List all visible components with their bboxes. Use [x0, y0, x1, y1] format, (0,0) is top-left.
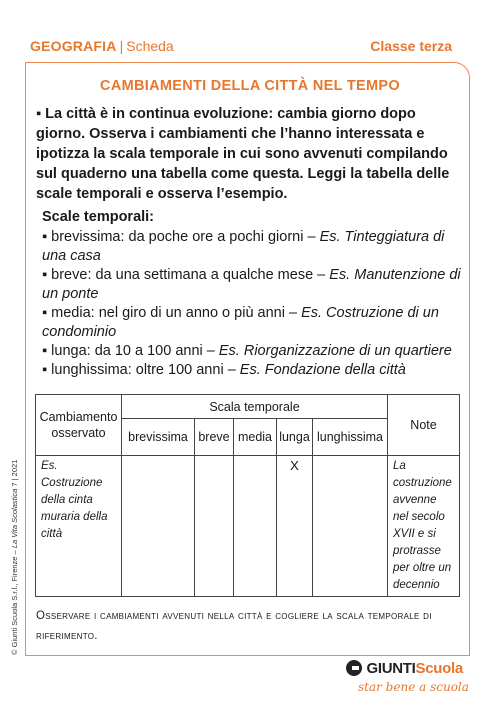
subject-label: GEOGRAFIA	[30, 38, 117, 54]
section-label: Scheda	[126, 38, 174, 54]
scale-definition: ▪ breve: da una settimana a qualche mese –	[42, 267, 330, 283]
intro-paragraph: ▪ La città è in continua evoluzione: cambia giorno dopo giorno. Osserva i cambiamenti che l’hanno interessata e ipotizza la scala temporale in cui sono avvenuti compilando sul quaderno una tabella come questa. Leggi la tabella delle scale temporali e osserva l’esempio.	[36, 106, 450, 202]
column-header-change: Cambiamento osservato	[36, 395, 122, 456]
column-header-scale: Scala temporale	[122, 395, 388, 419]
logo-word-giunti: GIUNTI	[366, 660, 416, 677]
worksheet-title: CAMBIAMENTI DELLA CITTÀ NEL TEMPO	[100, 78, 400, 94]
list-item	[42, 342, 462, 361]
scales-list	[42, 228, 462, 380]
objective-note: Osservare i cambiamenti avvenuti nella città e cogliere la scala temporale di riferimento.	[36, 610, 432, 642]
header-separator: |	[119, 38, 124, 54]
grade-label: Classe terza	[370, 38, 452, 54]
subheader-brevissima: brevissima	[122, 419, 195, 456]
subheader-lunga: lunga	[277, 419, 313, 456]
cell-change: Es. Costruzione della cinta muraria della città	[36, 456, 122, 597]
scales-heading: Scale temporali:	[42, 209, 155, 225]
scale-definition: ▪ lunga: da 10 a 100 anni –	[42, 343, 219, 359]
list-item	[42, 304, 462, 342]
header-breadcrumb	[30, 38, 174, 54]
cell-mark: X	[277, 456, 313, 597]
scale-definition: ▪ brevissima: da poche ore a pochi giorni –	[42, 229, 320, 245]
subheader-breve: breve	[195, 419, 234, 456]
subheader-lunghissima: lunghissima	[313, 419, 388, 456]
copyright-credit	[10, 460, 19, 655]
cell-note: La costruzione avvenne nel secolo XVII e si protrasse per oltre un decennio	[388, 456, 460, 597]
table-row	[36, 456, 460, 597]
credit-magazine: La Vita Scolastica	[10, 488, 19, 549]
scale-example: Es. Costruzione di un condominio	[42, 305, 439, 340]
credit-issue: 7 | 2021	[10, 459, 19, 489]
scale-table	[35, 394, 460, 597]
cell-mark	[313, 456, 388, 597]
credit-text: © Giunti Scuola S.r.l., Firenze –	[10, 548, 19, 655]
subheader-media: media	[234, 419, 277, 456]
scale-example: Es. Riorganizzazione di un quartiere	[218, 343, 452, 359]
cell-mark	[122, 456, 195, 597]
scale-example: Es. Tinteggiatura di una casa	[42, 229, 445, 264]
giunti-logo-icon	[346, 660, 362, 676]
publisher-logo	[346, 660, 463, 678]
scale-definition: ▪ lunghissima: oltre 100 anni –	[42, 362, 240, 378]
cell-mark	[195, 456, 234, 597]
scale-example: Es. Manutenzione di un ponte	[42, 267, 461, 302]
scale-example: Es. Fondazione della città	[239, 362, 406, 378]
logo-word-scuola: Scuola	[415, 660, 463, 677]
cell-mark	[234, 456, 277, 597]
list-item	[42, 228, 462, 266]
column-header-note: Note	[388, 395, 460, 456]
logo-tagline: star bene a scuola	[358, 680, 469, 694]
list-item	[42, 266, 462, 304]
scale-definition: ▪ media: nel giro di un anno o più anni –	[42, 305, 302, 321]
list-item	[42, 361, 462, 380]
